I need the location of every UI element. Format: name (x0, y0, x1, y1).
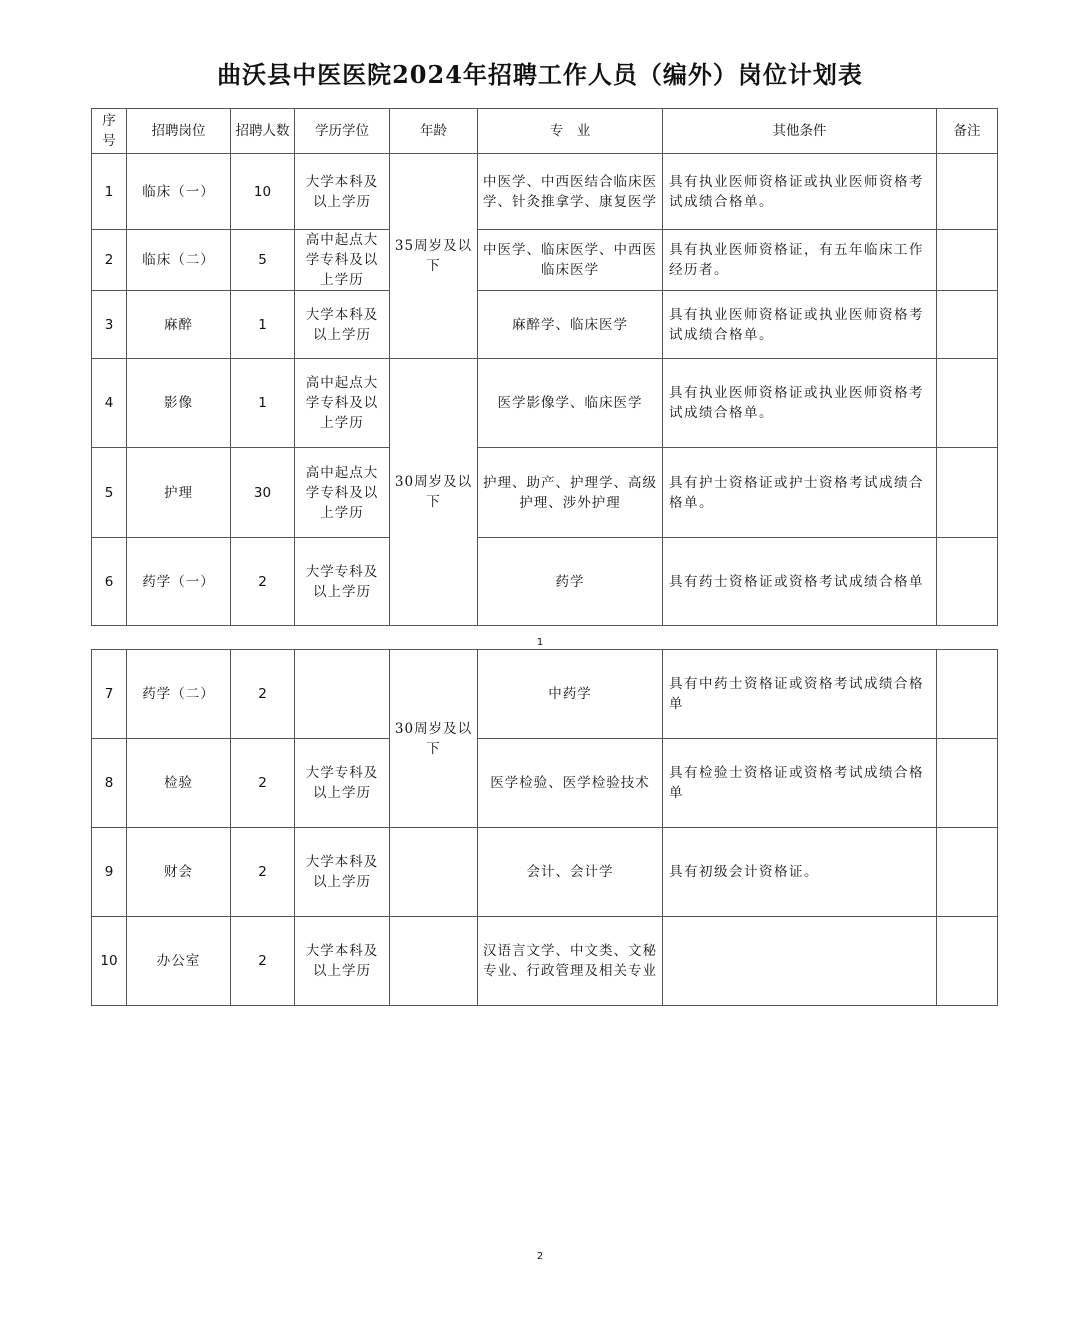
row-count: 10 (231, 154, 295, 230)
row-education: 大学专科及以上学历 (295, 538, 390, 626)
header-other-conditions: 其他条件 (663, 109, 937, 154)
row-remark (937, 538, 998, 626)
row-education: 高中起点大学专科及以上学历 (295, 230, 390, 291)
row-education: 大学本科及以上学历 (295, 917, 390, 1006)
row-seq: 1 (92, 154, 127, 230)
row-remark (937, 230, 998, 291)
age-empty-cell (390, 917, 478, 1006)
row-other-conditions: 具有初级会计资格证。 (663, 828, 937, 917)
row-seq: 5 (92, 448, 127, 538)
row-major: 医学影像学、临床医学 (478, 359, 663, 448)
row-education: 高中起点大学专科及以上学历 (295, 448, 390, 538)
row-seq: 4 (92, 359, 127, 448)
row-seq: 9 (92, 828, 127, 917)
page-number: 2 (536, 1251, 544, 1262)
header-age: 年龄 (390, 109, 478, 154)
table-row (92, 538, 998, 626)
header-major: 专 业 (478, 109, 663, 154)
row-education: 大学本科及以上学历 (295, 291, 390, 359)
table-row (92, 739, 998, 828)
row-other-conditions (663, 917, 937, 1006)
row-seq: 6 (92, 538, 127, 626)
header-seq: 序号 (92, 109, 127, 154)
row-seq: 3 (92, 291, 127, 359)
row-other-conditions: 具有护士资格证或护士资格考试成绩合格单。 (663, 448, 937, 538)
row-other-conditions: 具有执业医师资格证或执业医师资格考试成绩合格单。 (663, 291, 937, 359)
age-group-cell: 30周岁及以下 (390, 359, 478, 626)
age-group-cell: 30周岁及以下 (390, 650, 478, 828)
row-count: 1 (231, 359, 295, 448)
table-row (92, 828, 998, 917)
row-major: 麻醉学、临床医学 (478, 291, 663, 359)
row-other-conditions: 具有检验士资格证或资格考试成绩合格单 (663, 739, 937, 828)
row-major: 药学 (478, 538, 663, 626)
row-post: 检验 (127, 739, 231, 828)
row-count: 30 (231, 448, 295, 538)
row-other-conditions: 具有执业医师资格证，有五年临床工作经历者。 (663, 230, 937, 291)
row-education: 高中起点大学专科及以上学历 (295, 359, 390, 448)
recruitment-table-page-2 (91, 649, 998, 1006)
row-post: 临床（二） (127, 230, 231, 291)
header-remark: 备注 (937, 109, 998, 154)
row-seq: 10 (92, 917, 127, 1006)
row-post: 财会 (127, 828, 231, 917)
row-seq: 2 (92, 230, 127, 291)
table-row (92, 359, 998, 448)
row-education: 大学专科及以上学历 (295, 739, 390, 828)
row-other-conditions: 具有药士资格证或资格考试成绩合格单 (663, 538, 937, 626)
row-post: 麻醉 (127, 291, 231, 359)
row-seq: 8 (92, 739, 127, 828)
age-empty-cell (390, 828, 478, 917)
row-major: 会计、会计学 (478, 828, 663, 917)
row-count: 2 (231, 538, 295, 626)
row-other-conditions: 具有中药士资格证或资格考试成绩合格单 (663, 650, 937, 739)
row-count: 2 (231, 917, 295, 1006)
row-post: 临床（一） (127, 154, 231, 230)
header-education: 学历学位 (295, 109, 390, 154)
row-count: 2 (231, 739, 295, 828)
row-education (295, 650, 390, 739)
row-post: 影像 (127, 359, 231, 448)
row-post: 护理 (127, 448, 231, 538)
header-post: 招聘岗位 (127, 109, 231, 154)
row-post: 药学（二） (127, 650, 231, 739)
table-row (92, 291, 998, 359)
row-major: 中药学 (478, 650, 663, 739)
row-count: 2 (231, 650, 295, 739)
row-remark (937, 739, 998, 828)
row-other-conditions: 具有执业医师资格证或执业医师资格考试成绩合格单。 (663, 154, 937, 230)
recruitment-table-page-1 (91, 108, 998, 626)
row-other-conditions: 具有执业医师资格证或执业医师资格考试成绩合格单。 (663, 359, 937, 448)
row-post: 办公室 (127, 917, 231, 1006)
row-remark (937, 917, 998, 1006)
page-number: 1 (536, 637, 544, 648)
row-seq: 7 (92, 650, 127, 739)
row-post: 药学（一） (127, 538, 231, 626)
table-row (92, 230, 998, 291)
table-row (92, 650, 998, 739)
header-count: 招聘人数 (231, 109, 295, 154)
table-header-row (92, 109, 998, 154)
row-major: 汉语言文学、中文类、文秘专业、行政管理及相关专业 (478, 917, 663, 1006)
row-remark (937, 291, 998, 359)
table-row (92, 448, 998, 538)
row-remark (937, 154, 998, 230)
row-major: 医学检验、医学检验技术 (478, 739, 663, 828)
row-remark (937, 359, 998, 448)
row-major: 护理、助产、护理学、高级护理、涉外护理 (478, 448, 663, 538)
row-count: 1 (231, 291, 295, 359)
row-remark (937, 448, 998, 538)
row-major: 中医学、中西医结合临床医学、针灸推拿学、康复医学 (478, 154, 663, 230)
table-row (92, 917, 998, 1006)
row-count: 2 (231, 828, 295, 917)
row-major: 中医学、临床医学、中西医临床医学 (478, 230, 663, 291)
page-title: 曲沃县中医医院2024年招聘工作人员（编外）岗位计划表 (217, 60, 863, 89)
row-education: 大学本科及以上学历 (295, 828, 390, 917)
row-remark (937, 650, 998, 739)
row-remark (937, 828, 998, 917)
row-education: 大学本科及以上学历 (295, 154, 390, 230)
age-group-cell: 35周岁及以下 (390, 154, 478, 359)
table-row (92, 154, 998, 230)
row-count: 5 (231, 230, 295, 291)
